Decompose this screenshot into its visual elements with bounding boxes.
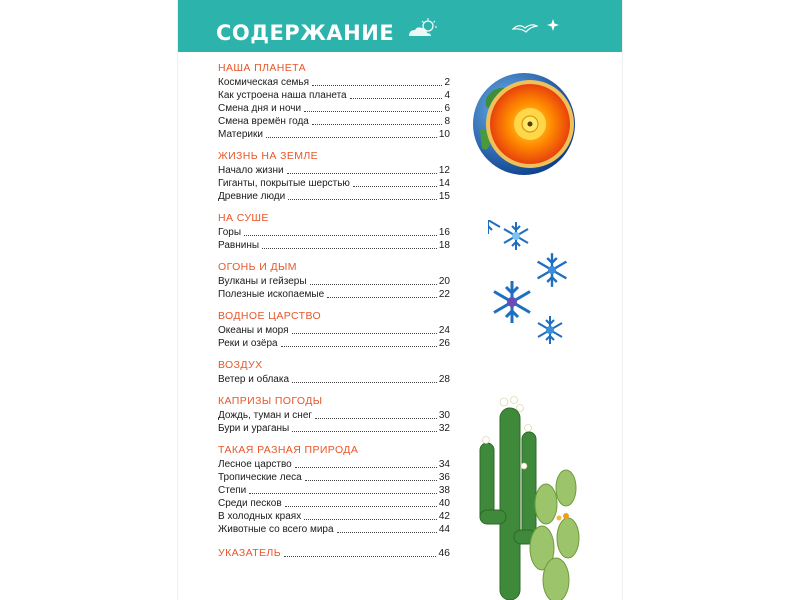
dot-leader <box>244 235 437 236</box>
page-number: 40 <box>438 498 450 509</box>
section-title: ВОЗДУХ <box>218 359 263 371</box>
entry-title: Бури и ураганы <box>218 423 290 434</box>
entry-title: Вулканы и гейзеры <box>218 276 307 287</box>
page-number: 46 <box>438 547 450 559</box>
page-number: 14 <box>438 178 450 189</box>
dot-leader <box>281 346 437 347</box>
page-number: 30 <box>438 410 450 421</box>
page-number: 38 <box>438 485 450 496</box>
entry-title: Как устроена наша планета <box>218 90 347 101</box>
entry-title: Животные со всего мира <box>218 524 334 535</box>
toc-entry <box>218 76 450 89</box>
page-number: 10 <box>438 129 450 140</box>
index-title: УКАЗАТЕЛЬ <box>218 547 281 559</box>
toc-section <box>218 443 450 536</box>
dot-leader <box>287 173 437 174</box>
dot-leader <box>310 284 437 285</box>
page-number: 4 <box>444 90 450 101</box>
dot-leader <box>292 431 437 432</box>
toc-entry <box>218 164 450 177</box>
toc-entry <box>218 89 450 102</box>
page-number: 44 <box>438 524 450 535</box>
page-number: 28 <box>438 374 450 385</box>
toc-entry <box>218 523 450 536</box>
page-number: 6 <box>444 103 450 114</box>
page-number: 42 <box>438 511 450 522</box>
toc-entry <box>218 373 450 386</box>
dot-leader <box>292 333 437 334</box>
toc-section <box>218 309 450 350</box>
toc-entry <box>218 458 450 471</box>
bird-icon <box>512 20 538 34</box>
toc-section <box>218 149 450 203</box>
dot-leader <box>288 199 437 200</box>
section-title: КАПРИЗЫ ПОГОДЫ <box>218 395 323 407</box>
toc-entry <box>218 115 450 128</box>
entry-title: Среди песков <box>218 498 282 509</box>
section-title: НАША ПЛАНЕТА <box>218 62 307 74</box>
entry-title: Горы <box>218 227 242 238</box>
entry-title: Космическая семья <box>218 77 310 88</box>
section-title: ОГОНЬ И ДЫМ <box>218 261 297 273</box>
dot-leader <box>285 506 437 507</box>
entry-title: Древние люди <box>218 191 286 202</box>
dot-leader <box>312 85 442 86</box>
toc-entry <box>218 497 450 510</box>
entry-title: Начало жизни <box>218 165 284 176</box>
header-band <box>178 0 622 52</box>
table-of-contents <box>218 61 450 560</box>
toc-entry <box>218 484 450 497</box>
earth-cutaway-illustration <box>472 68 582 180</box>
page-number: 8 <box>444 116 450 127</box>
dot-leader <box>353 186 437 187</box>
entry-title: Ветер и облака <box>218 374 290 385</box>
toc-entry <box>218 239 450 252</box>
dot-leader <box>305 480 437 481</box>
page-number: 22 <box>438 289 450 300</box>
page-number: 18 <box>438 240 450 251</box>
toc-entry <box>218 422 450 435</box>
entry-title: Лесное царство <box>218 459 292 470</box>
toc-entry <box>218 409 450 422</box>
dot-leader <box>266 137 437 138</box>
toc-entry <box>218 226 450 239</box>
toc-section <box>218 260 450 301</box>
contents-page <box>178 0 622 600</box>
snowflakes-illustration <box>488 220 598 350</box>
entry-title: Дождь, туман и снег <box>218 410 313 421</box>
section-title: ТАКАЯ РАЗНАЯ ПРИРОДА <box>218 444 359 456</box>
section-title: НА СУШЕ <box>218 212 269 224</box>
dot-leader <box>315 418 437 419</box>
entry-title: Смена дня и ночи <box>218 103 302 114</box>
toc-section <box>218 211 450 252</box>
toc-entry <box>218 324 450 337</box>
toc-entry <box>218 510 450 523</box>
dot-leader <box>350 98 443 99</box>
dot-leader <box>304 111 442 112</box>
toc-section <box>218 358 450 386</box>
toc-entry <box>218 337 450 350</box>
toc-section <box>218 61 450 141</box>
page-number: 32 <box>438 423 450 434</box>
dot-leader <box>337 532 437 533</box>
star-icon <box>546 18 560 32</box>
entry-title: Равнины <box>218 240 260 251</box>
dot-leader <box>327 297 437 298</box>
page-number: 20 <box>438 276 450 287</box>
page-number: 24 <box>438 325 450 336</box>
dot-leader <box>295 467 437 468</box>
dot-leader <box>304 519 437 520</box>
toc-entry <box>218 288 450 301</box>
entry-title: В холодных краях <box>218 511 302 522</box>
page-number: 15 <box>438 191 450 202</box>
toc-entry <box>218 275 450 288</box>
page-number: 16 <box>438 227 450 238</box>
dot-leader <box>262 248 437 249</box>
toc-entry <box>218 471 450 484</box>
section-title: ВОДНОЕ ЦАРСТВО <box>218 310 322 322</box>
entry-title: Реки и озёра <box>218 338 278 349</box>
section-title: ЖИЗНЬ НА ЗЕМЛЕ <box>218 150 319 162</box>
dot-leader <box>249 493 437 494</box>
entry-title: Гиганты, покрытые шерстью <box>218 178 350 189</box>
page-number: 26 <box>438 338 450 349</box>
entry-title: Степи <box>218 485 247 496</box>
page-title: СОДЕРЖАНИЕ <box>216 21 395 45</box>
dot-leader <box>292 382 437 383</box>
dot-leader <box>284 556 436 557</box>
cloud-sun-icon <box>406 18 440 40</box>
dot-leader <box>312 124 443 125</box>
toc-section <box>218 394 450 435</box>
entry-title: Океаны и моря <box>218 325 289 336</box>
toc-entry <box>218 128 450 141</box>
index-entry <box>218 546 450 560</box>
toc-entry <box>218 102 450 115</box>
entry-title: Тропические леса <box>218 472 302 483</box>
page-number: 36 <box>438 472 450 483</box>
page-number: 34 <box>438 459 450 470</box>
entry-title: Полезные ископаемые <box>218 289 325 300</box>
toc-entry <box>218 177 450 190</box>
cactus-illustration <box>474 388 594 600</box>
page-number: 12 <box>438 165 450 176</box>
entry-title: Материки <box>218 129 263 140</box>
page-number: 2 <box>444 77 450 88</box>
entry-title: Смена времён года <box>218 116 309 127</box>
toc-entry <box>218 190 450 203</box>
